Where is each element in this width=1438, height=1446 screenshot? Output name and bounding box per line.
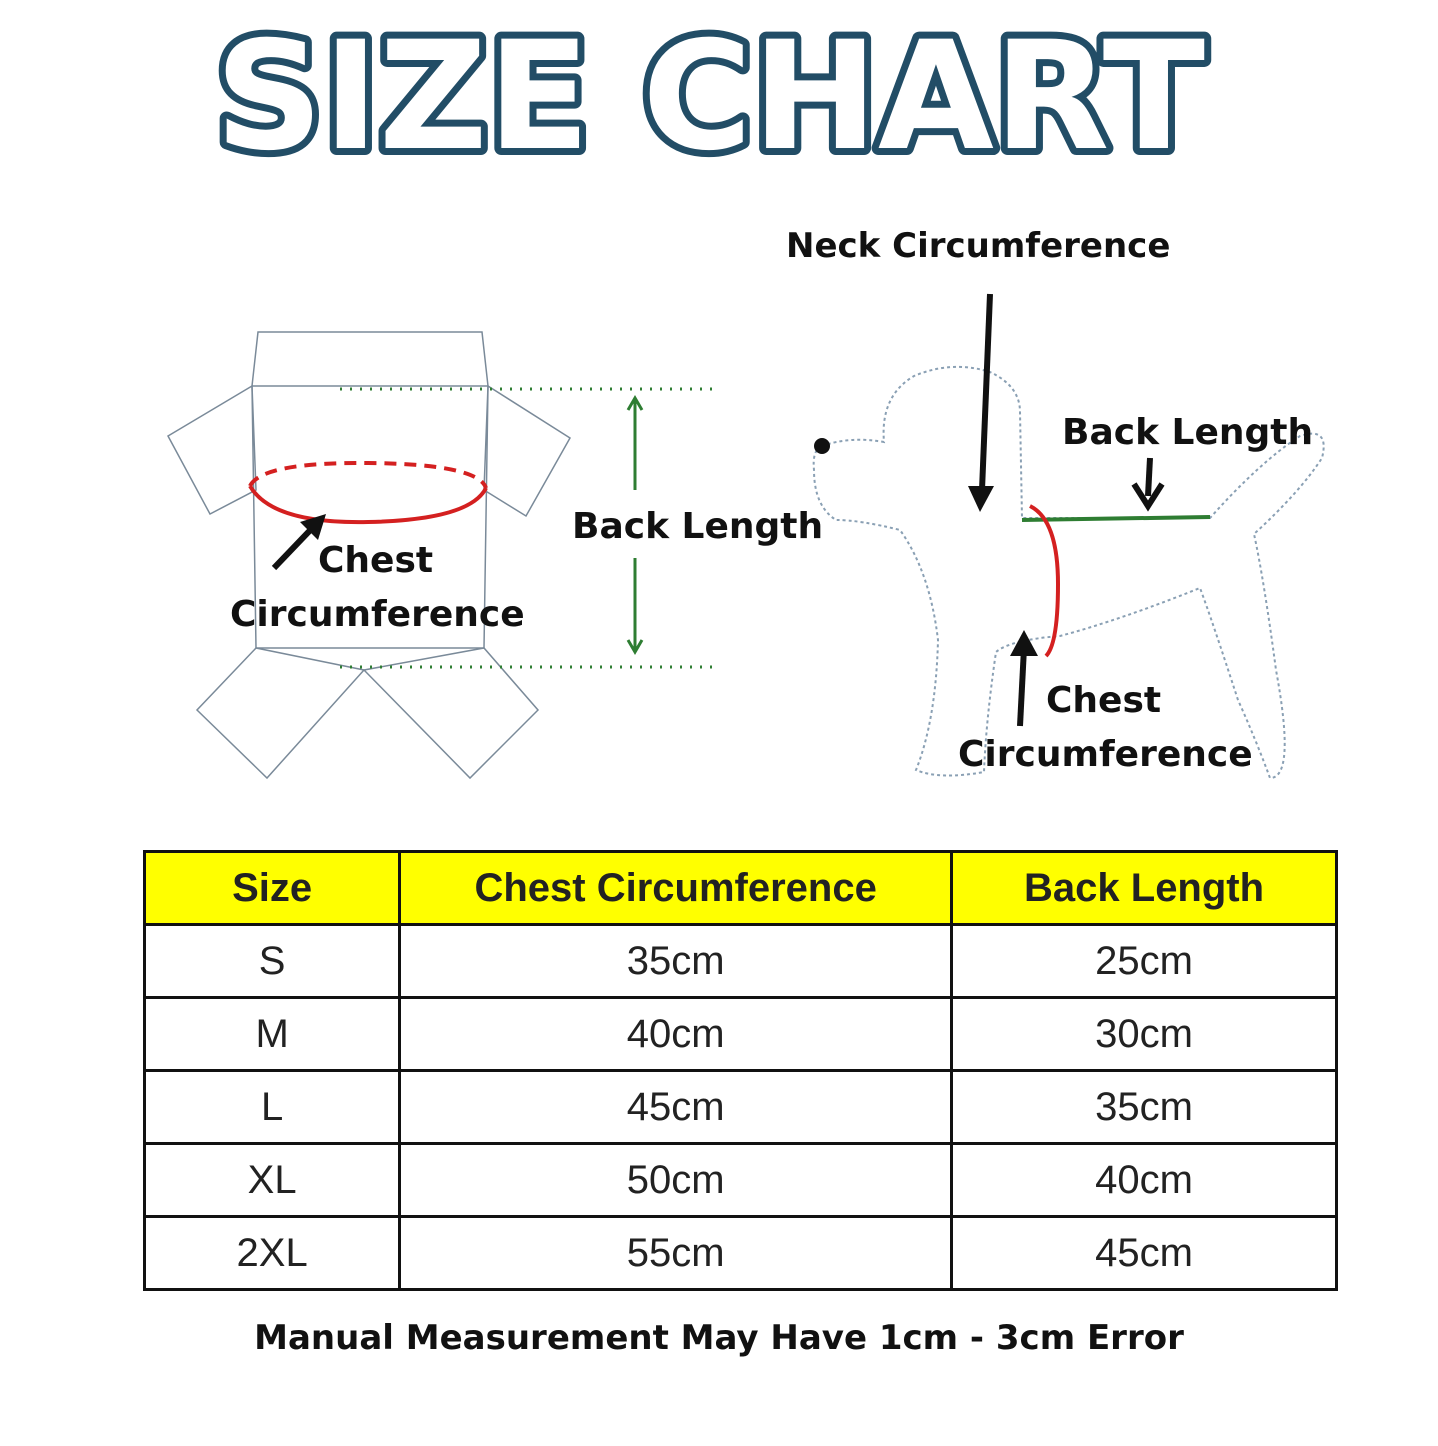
cell-size: XL bbox=[145, 1144, 400, 1217]
table-row bbox=[145, 1071, 1337, 1144]
header-back-length: Back Length bbox=[952, 852, 1337, 925]
header-chest-circumference: Chest Circumference bbox=[400, 852, 952, 925]
garment-chest-label-line2: Circumference bbox=[230, 594, 525, 635]
cell-back: 45cm bbox=[952, 1217, 1337, 1290]
dog-neck-arrow bbox=[982, 294, 990, 490]
dog-nose bbox=[814, 438, 830, 454]
header-size: Size bbox=[145, 852, 400, 925]
dog-neck-arrow-head bbox=[968, 486, 994, 512]
table-row bbox=[145, 925, 1337, 998]
garment-back-length-label: Back Length bbox=[572, 506, 824, 547]
garment-chest-front bbox=[250, 486, 486, 522]
table-row bbox=[145, 998, 1337, 1071]
garment-left-sleeve bbox=[168, 386, 256, 514]
cell-chest: 35cm bbox=[400, 925, 952, 998]
dog-back-length-label: Back Length bbox=[1062, 412, 1314, 453]
cell-chest: 50cm bbox=[400, 1144, 952, 1217]
dog-back-length-line bbox=[1022, 517, 1210, 520]
garment-chest-line bbox=[250, 463, 486, 522]
garment-collar bbox=[252, 332, 488, 386]
cell-chest: 40cm bbox=[400, 998, 952, 1071]
cell-size: S bbox=[145, 925, 400, 998]
garment-right-sleeve bbox=[484, 386, 570, 516]
dog-back-arrow bbox=[1148, 458, 1150, 496]
dog-neck-label: Neck Circumference bbox=[786, 226, 1171, 266]
cell-size: 2XL bbox=[145, 1217, 400, 1290]
cell-back: 30cm bbox=[952, 998, 1337, 1071]
cell-back: 40cm bbox=[952, 1144, 1337, 1217]
table-header-row bbox=[145, 852, 1337, 925]
cell-size: M bbox=[145, 998, 400, 1071]
garment-left-leg bbox=[197, 648, 364, 778]
dog-chest-line bbox=[1030, 506, 1058, 656]
table-row bbox=[145, 1144, 1337, 1217]
cell-chest: 45cm bbox=[400, 1071, 952, 1144]
title-outline-text: SIZE CHART bbox=[214, 10, 1206, 184]
size-chart-title bbox=[0, 10, 1438, 190]
table-row bbox=[145, 1217, 1337, 1290]
cell-back: 35cm bbox=[952, 1071, 1337, 1144]
garment-chest-back bbox=[250, 463, 486, 488]
cell-back: 25cm bbox=[952, 925, 1337, 998]
cell-size: L bbox=[145, 1071, 400, 1144]
measurement-error-note: Manual Measurement May Have 1cm - 3cm Error bbox=[254, 1318, 1184, 1358]
garment-chest-label-line1: Chest bbox=[318, 540, 434, 581]
cell-chest: 55cm bbox=[400, 1217, 952, 1290]
dog-chest-label-line2: Circumference bbox=[958, 734, 1253, 775]
dog-chest-label-line1: Chest bbox=[1046, 680, 1162, 721]
dog-chest-arrow bbox=[1020, 648, 1024, 726]
size-chart-title-wrap bbox=[0, 10, 1438, 190]
size-table bbox=[143, 850, 1338, 1291]
